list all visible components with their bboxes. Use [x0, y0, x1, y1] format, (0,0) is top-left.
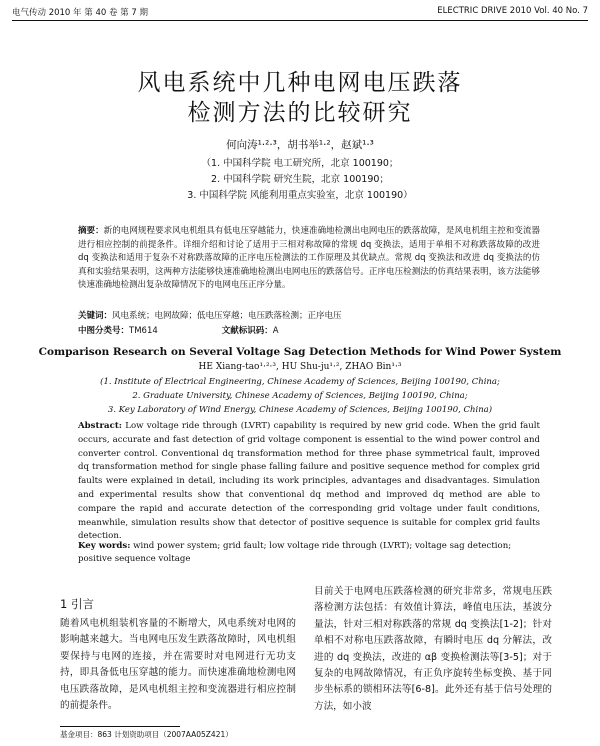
author-list: 何向涛¹·²·³，胡书举¹·²，赵斌¹·³ — [226, 139, 374, 151]
abstract-cn-label: 摘要： — [78, 226, 104, 236]
keywords-chinese — [78, 309, 540, 321]
paper-title-line2: 检测方法的比较研究 — [187, 100, 413, 126]
body-column-left: 随着风电机组装机容量的不断增大，风电系统对电网的影响越来越大。当电网电压发生跌落故障时，风电机组要保持与电网的连接，并在需要时对电网进行无功支持，即具备低电压穿越的能力。而快速准确地检测电网电压跌落故障，是风电机组主控和变流器进行相应控制的前提条件。 — [60, 618, 296, 712]
abstract-cn-text: 新的电网规程要求风电机组具有低电压穿越能力，快速准确地检测出电网电压的跌落故障，是风电机组主控和变流器进行相应控制的前提条件。详细介绍和讨论了适用于三相对称故障的常规 dq 变换法，适用于单相不对称跌落故障的改进 dq 变换法和适用于复杂不对称跌落故障的正序电压检测法的工作原理及其优缺点。常规 dq 变换法和改进 dq 变换法的仿真和实验结果表明，这两种方法能够快速准确地检测出电网电压的跌落信号。正序电压检测法的仿真结果表明，该方法能够快速准确地检测出复杂故障情况下的电网电压正序分量。 — [78, 226, 540, 291]
clc-value: TM614 — [129, 326, 158, 336]
doc-code-value: A — [272, 326, 279, 336]
clc-label: 中图分类号： — [78, 326, 130, 336]
section-heading-introduction: 1 引言 — [60, 597, 94, 611]
paper-title-line1: 风电系统中几种电网电压跌落 — [137, 70, 463, 96]
abstract-en-label: Abstract: — [78, 421, 122, 431]
journal-issue-left: 电气传动 2010 年 第 40 卷 第 7 期 — [12, 8, 148, 18]
abstract-chinese — [78, 225, 540, 293]
english-affiliation-1: (1. Institute of Electrical Engineering, Chinese Academy of Sciences, Beijing 100190, China; — [100, 377, 500, 387]
keywords-en-text: wind power system; grid fault; low voltage ride through (LVRT); voltage sag detection; positive sequence voltage — [78, 541, 512, 564]
affiliation-3: 3. 中国科学院 风能利用重点实验室，北京 100190） — [187, 190, 413, 201]
english-affiliation-3: 3. Key Laboratory of Wind Energy, Chinese Academy of Sciences, Beijing 100190, China) — [107, 405, 493, 415]
keywords-en-label: Key words: — [78, 541, 131, 551]
doc-code-label: 文献标识码： — [221, 326, 273, 336]
keywords-english — [78, 540, 540, 566]
keywords-cn-text: 风电系统；电网故障；低电压穿越；电压跌落检测；正序电压 — [112, 311, 342, 321]
affiliation-1: （1. 中国科学院 电工研究所，北京 100190； — [201, 158, 399, 169]
classification-info — [78, 324, 540, 336]
header-rule — [12, 20, 588, 21]
abstract-english — [78, 420, 540, 544]
keywords-cn-label: 关键词： — [78, 311, 113, 321]
journal-issue-right: ELECTRIC DRIVE 2010 Vol. 40 No. 7 — [437, 6, 588, 16]
abstract-en-text: Low voltage ride through (LVRT) capability is required by new grid code. When the grid fault occurs, accurate and fast detection of grid voltage component is essential to the wind power control and converter control. Conventional dq transformation method for three phase symmetrical fault, improved dq transformation method for single phase falling failure and positive sequence method for complex grid faults were explained in detail, including its work principles, advantages and disadvantages. Simulation and experimental results show that conventional dq method and improved dq method are able to compare the rapid and accurate detection of the corresponding grid voltage under fault conditions, meanwhile, simulation results show that detector of positive sequence is suitable for complex grid faults detection. — [78, 421, 541, 542]
english-affiliation-2: 2. Graduate University, Chinese Academy of Sciences, Beijing 100190, China; — [132, 391, 468, 401]
english-authors: HE Xiang-tao¹·²·³, HU Shu-ju¹·², ZHAO Bin¹·³ — [198, 362, 402, 372]
footnote-rule — [60, 726, 180, 727]
affiliation-2: 2. 中国科学院 研究生院，北京 100190； — [211, 174, 389, 185]
running-header — [12, 6, 588, 20]
english-title: Comparison Research on Several Voltage Sag Detection Methods for Wind Power System — [38, 346, 562, 358]
funding-footnote: 基金项目：863 计划资助项目（2007AA05Z421） — [60, 730, 233, 739]
body-column-right: 目前关于电网电压跌落检测的研究非常多，常规电压跌落检测方法包括：有效值计算法，峰值电压法，基波分量法，针对三相对称跌落的常规 dq 变换法[1-2]；针对单相不对称电压跌落故障，有瞬时电压 dq 分解法，改进的 dq 变换法，改进的 αβ 变换检测法等[3-5]；对于复杂的电网故障情况，有正负序旋转坐标变换、基于同步坐标系的锁相环法等[6-8]。此外还有基于信号处理的方法，如小波 — [314, 586, 552, 712]
